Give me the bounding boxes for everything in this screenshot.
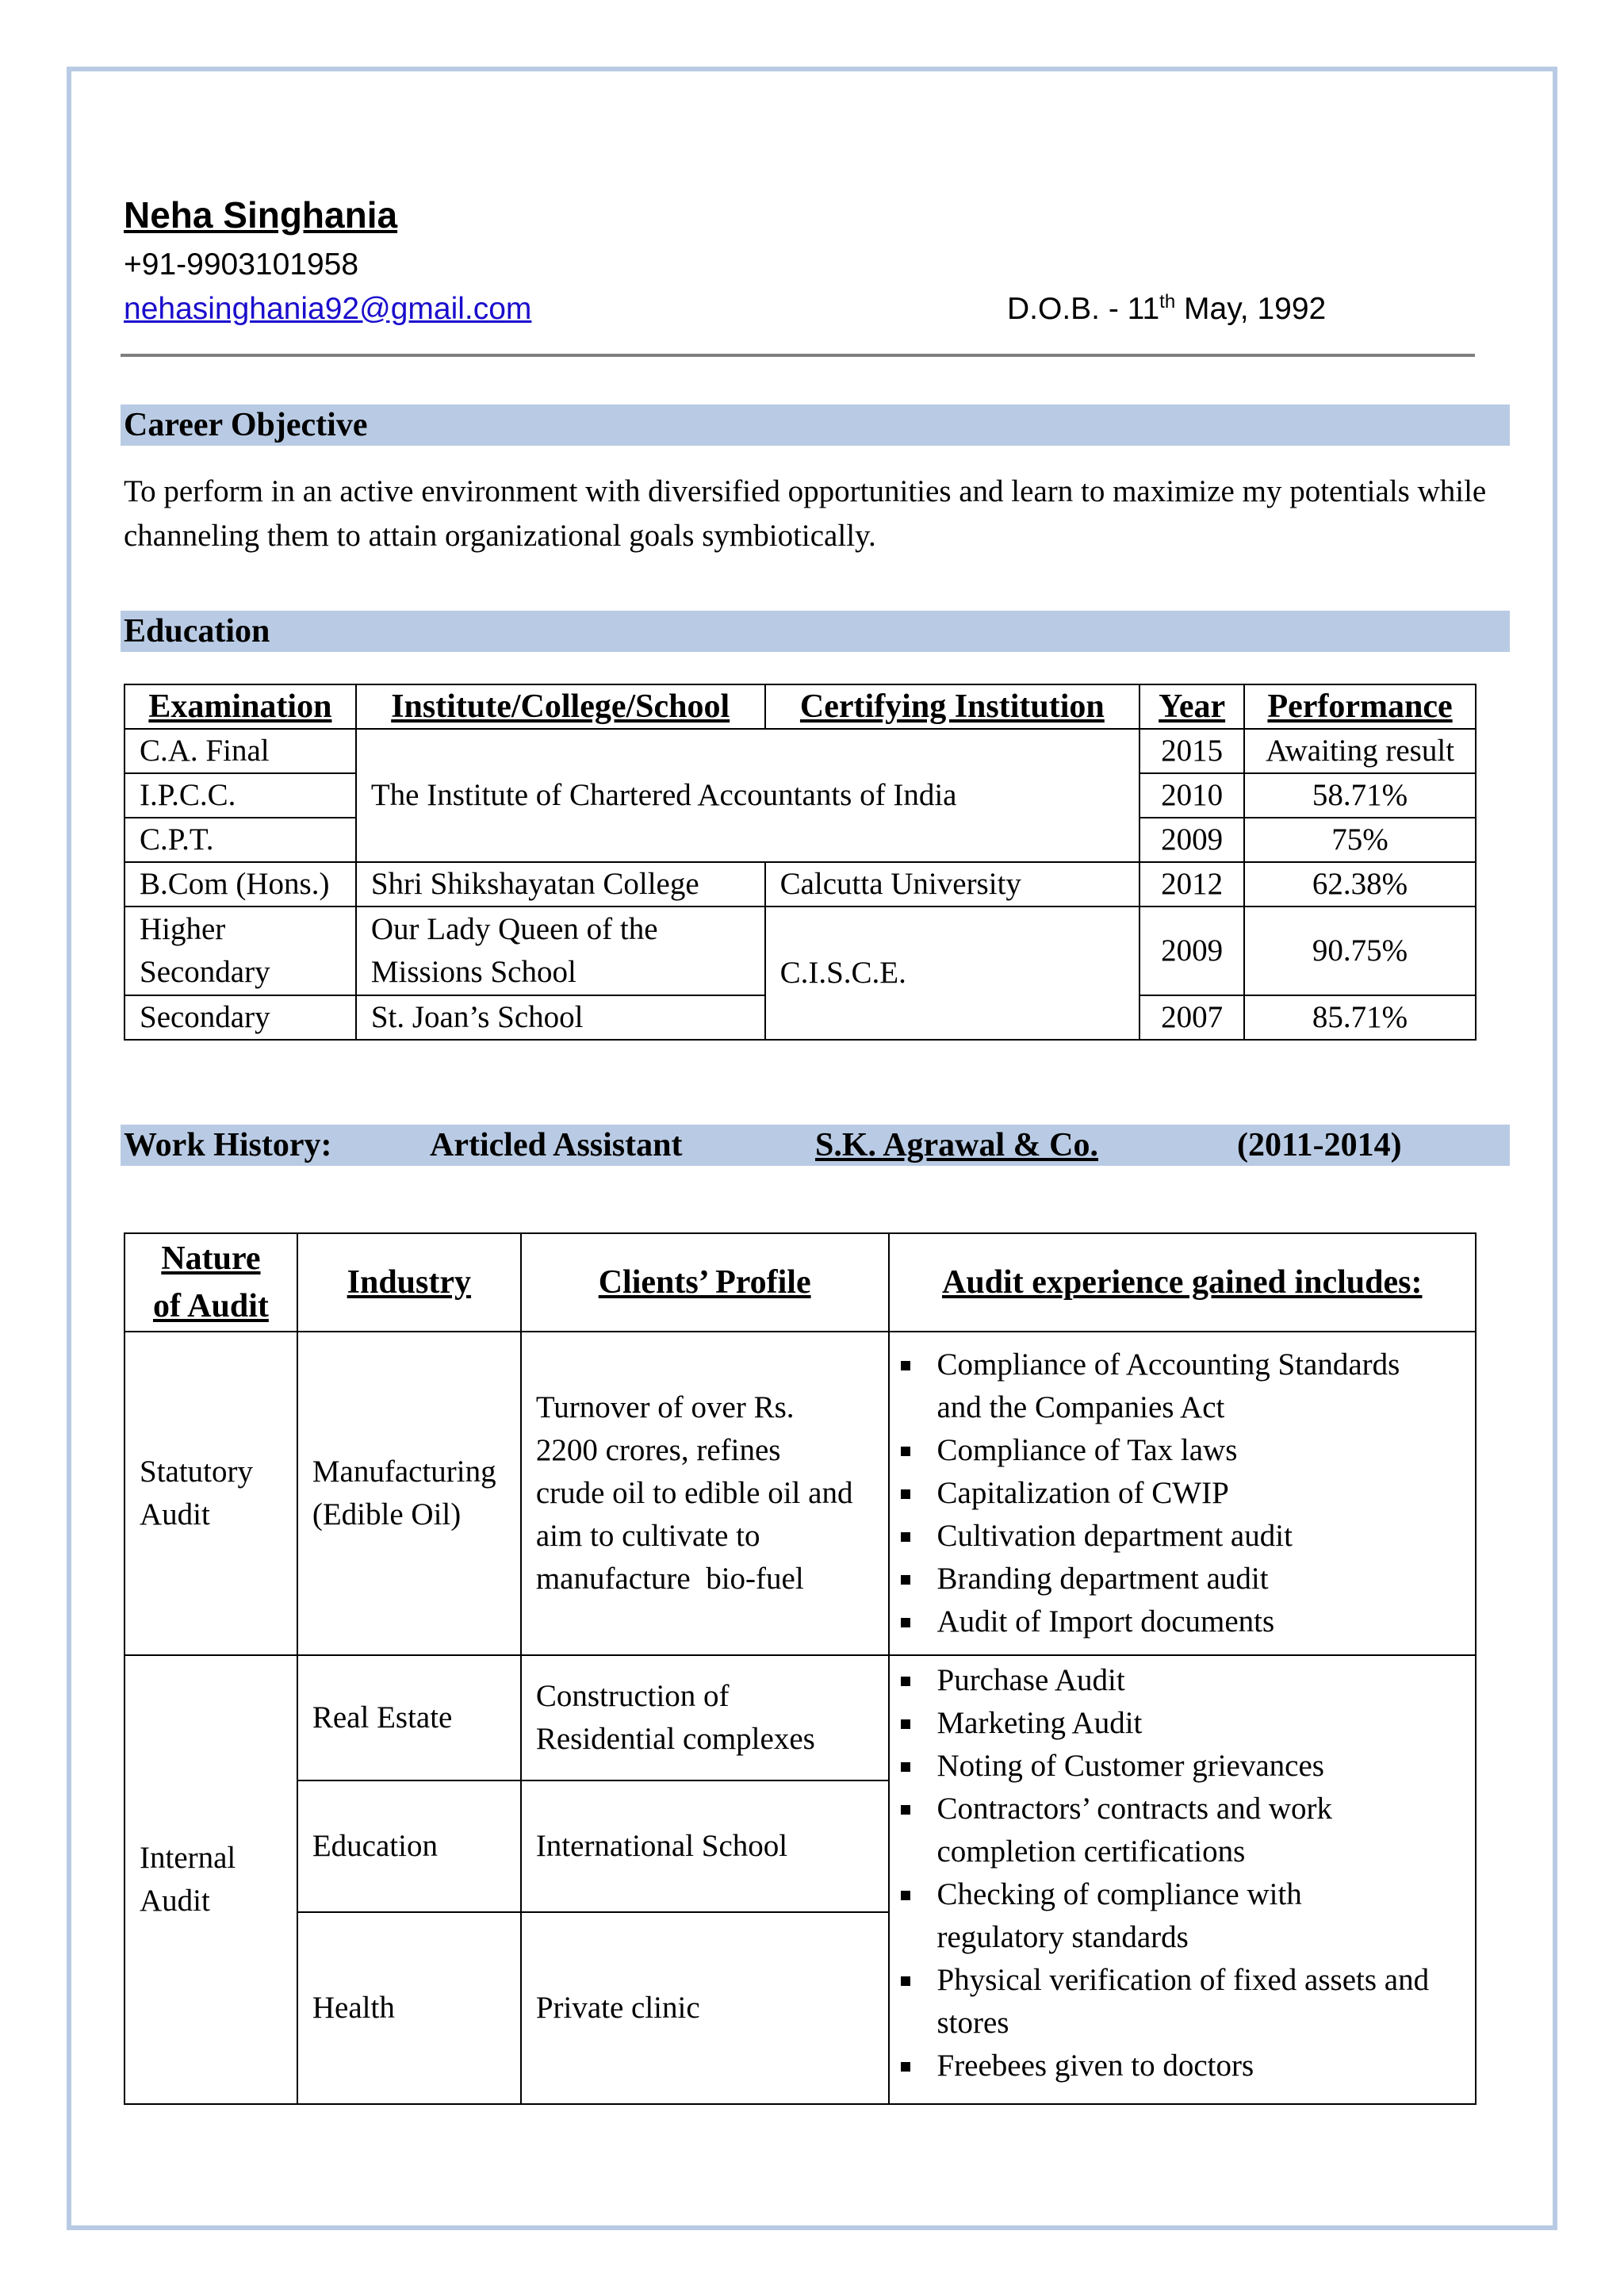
year-cell: 2015 [1139, 729, 1244, 773]
header-line: Nature [161, 1240, 261, 1277]
item-line: Audit of Import documents [936, 1604, 1275, 1639]
nature-line: Internal [140, 1841, 236, 1875]
nature-line: Statutory [140, 1455, 253, 1489]
list-item [898, 1745, 1461, 1788]
list-item [898, 1600, 1461, 1643]
institute-cell: Shri Shikshayatan College [356, 862, 765, 907]
item-line: Freebees given to doctors [936, 2049, 1254, 2083]
profile-cell [521, 1655, 889, 1780]
item-line: Compliance of Tax laws [936, 1433, 1238, 1467]
item-line: Branding department audit [936, 1562, 1269, 1596]
year-cell: 2010 [1139, 773, 1244, 818]
bullet-square-icon [901, 1762, 910, 1772]
profile-cell: Private clinic [521, 1912, 889, 2104]
nature-line: Audit [140, 1497, 210, 1531]
institute-cell: St. Joan’s School [356, 995, 765, 1040]
col-certifying: Certifying Institution [765, 684, 1140, 729]
dob-ordinal: th [1159, 291, 1176, 312]
performance-cell: 58.71% [1244, 773, 1476, 818]
career-objective-heading: Career Objective [124, 407, 368, 443]
header-line: of Audit [152, 1288, 269, 1324]
industry-cell: Education [297, 1780, 521, 1912]
table-row [124, 862, 1476, 907]
profile-line: Turnover of over Rs. [535, 1390, 795, 1424]
performance-cell: 75% [1244, 818, 1476, 862]
audit-header-row [124, 1233, 1476, 1332]
list-item [898, 1343, 1461, 1429]
exam-cell: Secondary [124, 995, 356, 1040]
exam-line: Secondary [140, 955, 270, 989]
work-history-heading: Work History: [124, 1127, 332, 1163]
list-item [898, 1873, 1461, 1959]
bullet-square-icon [901, 1677, 910, 1686]
nature-cell [124, 1332, 297, 1655]
cisce-cell: C.I.S.C.E. [765, 907, 1140, 1040]
profile-line: Residential complexes [535, 1722, 815, 1756]
work-firm: S.K. Agrawal & Co. [815, 1127, 1098, 1163]
nature-cell [124, 1655, 297, 2104]
exam-cell: C.A. Final [124, 729, 356, 773]
item-line: Purchase Audit [936, 1663, 1125, 1697]
item-line: Compliance of Accounting Standards [936, 1347, 1400, 1382]
col-institute: Institute/College/School [356, 684, 765, 729]
profile-cell: International School [521, 1780, 889, 1912]
col-performance: Performance [1244, 684, 1476, 729]
bullet-square-icon [901, 1976, 910, 1986]
col-industry: Industry [297, 1233, 521, 1332]
profile-line: 2200 crores, refines [535, 1433, 781, 1467]
item-line: Physical verification of fixed assets and [936, 1963, 1430, 1997]
exam-cell [124, 907, 356, 995]
list-item [898, 1702, 1461, 1745]
year-cell: 2012 [1139, 862, 1244, 907]
industry-cell: Health [297, 1912, 521, 2104]
bullet-square-icon [901, 1719, 910, 1729]
item-line: completion certifications [936, 1834, 1246, 1869]
year-cell: 2007 [1139, 995, 1244, 1040]
institute-line: Our Lady Queen of the [370, 912, 658, 946]
item-line: stores [936, 2006, 1009, 2040]
date-of-birth [1007, 292, 1326, 327]
bullet-square-icon [901, 1532, 910, 1542]
profile-line: Construction of [535, 1679, 730, 1713]
list-item [898, 2045, 1461, 2087]
performance-cell: 90.75% [1244, 907, 1476, 995]
profile-line: manufacture bio-fuel [535, 1562, 804, 1596]
education-heading: Education [124, 613, 270, 650]
list-item [898, 1472, 1461, 1515]
bullet-square-icon [901, 1361, 910, 1370]
list-item [898, 1788, 1461, 1873]
experience-cell [889, 1655, 1477, 2104]
bullet-square-icon [901, 1805, 910, 1815]
performance-cell: 85.71% [1244, 995, 1476, 1040]
item-line: Marketing Audit [936, 1706, 1143, 1740]
email-link[interactable]: nehasinghania92@gmail.com [124, 292, 532, 326]
bullet-square-icon [901, 1891, 910, 1900]
col-profile: Clients’ Profile [521, 1233, 889, 1332]
item-line: Capitalization of CWIP [936, 1476, 1229, 1510]
bullet-square-icon [901, 2062, 910, 2072]
industry-line: Manufacturing [312, 1455, 496, 1489]
industry-line: (Edible Oil) [312, 1497, 462, 1531]
list-item [898, 1515, 1461, 1558]
list-item [898, 1659, 1461, 1702]
education-table [124, 684, 1477, 1041]
exam-cell: I.P.C.C. [124, 773, 356, 818]
item-line: Checking of compliance with [936, 1877, 1302, 1911]
certifying-cell: Calcutta University [765, 862, 1140, 907]
experience-list [898, 1343, 1461, 1643]
table-row [124, 1655, 1476, 1780]
institute-line: Missions School [370, 955, 576, 989]
item-line: Contractors’ contracts and work [936, 1792, 1333, 1826]
item-line: Cultivation department audit [936, 1519, 1293, 1553]
col-nature [124, 1233, 297, 1332]
list-item [898, 1959, 1461, 2045]
industry-cell [297, 1332, 521, 1655]
dob-prefix: D.O.B. - 11 [1007, 292, 1160, 326]
bullet-square-icon [901, 1575, 910, 1585]
phone-number: +91-9903101958 [124, 247, 359, 282]
item-line: regulatory standards [936, 1920, 1189, 1954]
table-row [124, 729, 1476, 773]
list-item [898, 1558, 1461, 1600]
work-history-bar [121, 1125, 1510, 1166]
bullet-square-icon [901, 1489, 910, 1499]
industry-cell: Real Estate [297, 1655, 521, 1780]
col-year: Year [1139, 684, 1244, 729]
item-line: and the Companies Act [936, 1390, 1225, 1424]
experience-list [898, 1659, 1461, 2087]
career-objective-bar [121, 404, 1510, 446]
dob-suffix: May, 1992 [1175, 292, 1327, 326]
col-examination: Examination [124, 684, 356, 729]
institute-cell [356, 907, 765, 995]
list-item [898, 1429, 1461, 1472]
education-header-row [124, 684, 1476, 729]
candidate-name: Neha Singhania [124, 194, 398, 236]
bullet-square-icon [901, 1618, 910, 1627]
nature-line: Audit [140, 1884, 210, 1918]
profile-line: aim to cultivate to [535, 1519, 760, 1553]
year-cell: 2009 [1139, 907, 1244, 995]
item-line: Noting of Customer grievances [936, 1749, 1324, 1783]
experience-cell [889, 1332, 1477, 1655]
performance-cell: Awaiting result [1244, 729, 1476, 773]
table-row [124, 907, 1476, 995]
exam-cell: C.P.T. [124, 818, 356, 862]
profile-line: crude oil to edible oil and [535, 1476, 853, 1510]
work-period: (2011-2014) [1237, 1127, 1402, 1163]
exam-cell: B.Com (Hons.) [124, 862, 356, 907]
header-divider [121, 354, 1475, 357]
work-role: Articled Assistant [430, 1127, 683, 1163]
profile-cell [521, 1332, 889, 1655]
audit-table [124, 1232, 1477, 2105]
icai-cell: The Institute of Chartered Accountants of India [356, 729, 1139, 862]
bullet-square-icon [901, 1447, 910, 1456]
col-experience: Audit experience gained includes: [889, 1233, 1477, 1332]
year-cell: 2009 [1139, 818, 1244, 862]
table-row [124, 1332, 1476, 1655]
performance-cell: 62.38% [1244, 862, 1476, 907]
education-bar [121, 611, 1510, 652]
career-objective-text: To perform in an active environment with diversified opportunities and learn to maximize my potentials while channeling them to attain organizational goals symbiotically. [124, 474, 1487, 553]
exam-line: Higher [140, 912, 226, 946]
